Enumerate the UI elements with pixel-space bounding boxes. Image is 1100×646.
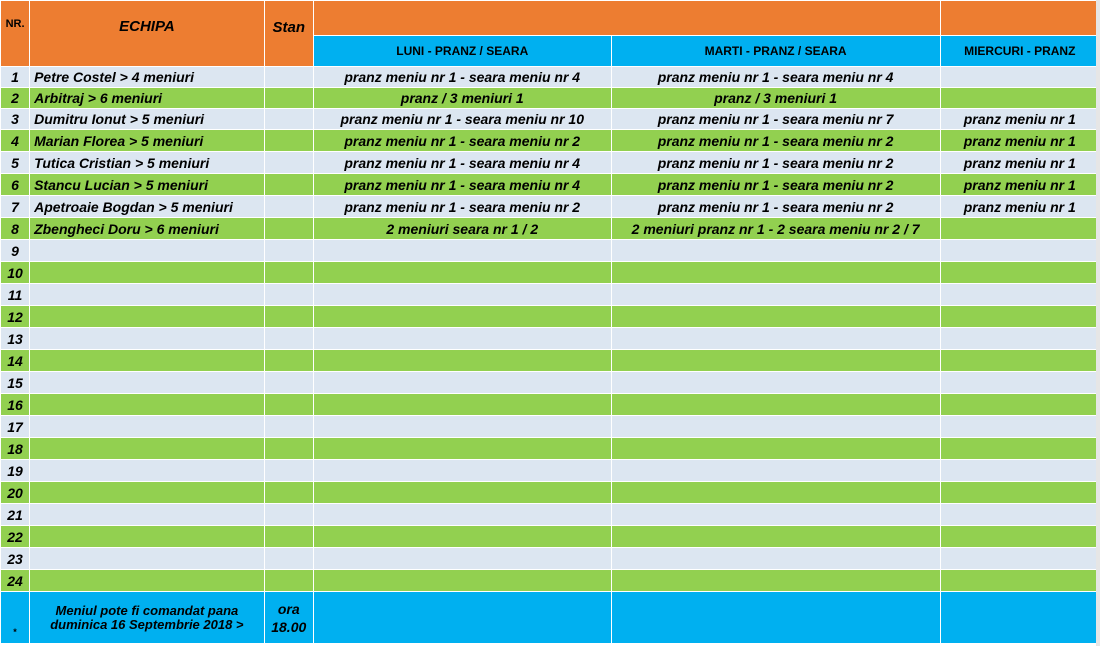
row-number[interactable]: 17 bbox=[1, 416, 30, 438]
table-row bbox=[1, 526, 1100, 548]
stan-cell[interactable] bbox=[264, 372, 313, 394]
luni-cell[interactable]: pranz / 3 meniuri 1 bbox=[313, 88, 611, 109]
table-row bbox=[1, 306, 1100, 328]
row-number[interactable]: 13 bbox=[1, 328, 30, 350]
footer-deadline-note: Meniul pote fi comandat pana duminica 16 Septembrie 2018 > bbox=[30, 592, 265, 644]
miercuri-cell[interactable] bbox=[940, 460, 1099, 482]
luni-cell[interactable]: 2 meniuri seara nr 1 / 2 bbox=[313, 218, 611, 240]
luni-cell[interactable] bbox=[313, 504, 611, 526]
stan-cell[interactable] bbox=[264, 88, 313, 109]
table-row bbox=[1, 548, 1100, 570]
miercuri-cell[interactable] bbox=[940, 306, 1099, 328]
miercuri-cell[interactable] bbox=[940, 416, 1099, 438]
row-number[interactable]: 10 bbox=[1, 262, 30, 284]
stan-cell[interactable] bbox=[264, 306, 313, 328]
team-cell[interactable] bbox=[30, 328, 265, 350]
miercuri-cell[interactable]: pranz meniu nr 1 bbox=[940, 174, 1099, 196]
stan-cell[interactable] bbox=[264, 109, 313, 130]
header-stan: Stan bbox=[264, 1, 313, 67]
miercuri-cell[interactable] bbox=[940, 350, 1099, 372]
footer-time: ora 18.00 bbox=[264, 592, 313, 644]
table-row bbox=[1, 218, 1100, 240]
row-number[interactable]: 7 bbox=[1, 196, 30, 218]
luni-cell[interactable] bbox=[313, 548, 611, 570]
table-row bbox=[1, 109, 1100, 130]
luni-cell[interactable] bbox=[313, 394, 611, 416]
team-cell[interactable] bbox=[30, 350, 265, 372]
table-row bbox=[1, 416, 1100, 438]
marti-cell[interactable]: pranz meniu nr 1 - seara meniu nr 2 bbox=[611, 130, 940, 152]
stan-cell[interactable] bbox=[264, 67, 313, 88]
miercuri-cell[interactable] bbox=[940, 570, 1099, 592]
team-cell[interactable] bbox=[30, 526, 265, 548]
team-cell[interactable] bbox=[30, 262, 265, 284]
miercuri-cell[interactable]: pranz meniu nr 1 bbox=[940, 109, 1099, 130]
stan-cell[interactable] bbox=[264, 196, 313, 218]
marti-cell[interactable] bbox=[611, 350, 940, 372]
row-number[interactable]: 14 bbox=[1, 350, 30, 372]
marti-cell[interactable] bbox=[611, 482, 940, 504]
row-number[interactable]: 22 bbox=[1, 526, 30, 548]
miercuri-cell[interactable] bbox=[940, 218, 1099, 240]
row-number[interactable]: 18 bbox=[1, 438, 30, 460]
team-cell[interactable] bbox=[30, 284, 265, 306]
header-team: ECHIPA bbox=[30, 1, 265, 67]
row-number[interactable]: 23 bbox=[1, 548, 30, 570]
miercuri-cell[interactable] bbox=[940, 88, 1099, 109]
marti-cell[interactable] bbox=[611, 504, 940, 526]
team-cell[interactable]: Dumitru Ionut > 5 meniuri bbox=[30, 109, 265, 130]
row-number[interactable]: 11 bbox=[1, 284, 30, 306]
marti-cell[interactable]: 2 meniuri pranz nr 1 - 2 seara meniu nr 2 / 7 bbox=[611, 218, 940, 240]
team-cell[interactable]: Stancu Lucian > 5 meniuri bbox=[30, 174, 265, 196]
marti-cell[interactable] bbox=[611, 526, 940, 548]
stan-cell[interactable] bbox=[264, 240, 313, 262]
luni-cell[interactable] bbox=[313, 460, 611, 482]
marti-cell[interactable] bbox=[611, 306, 940, 328]
row-number[interactable]: 2 bbox=[1, 88, 30, 109]
table-row bbox=[1, 570, 1100, 592]
team-cell[interactable] bbox=[30, 438, 265, 460]
luni-cell[interactable] bbox=[313, 350, 611, 372]
stan-cell[interactable] bbox=[264, 152, 313, 174]
stan-cell[interactable] bbox=[264, 350, 313, 372]
table-row bbox=[1, 394, 1100, 416]
marti-cell[interactable] bbox=[611, 240, 940, 262]
header-marti: MARTI - PRANZ / SEARA bbox=[611, 36, 940, 67]
miercuri-cell[interactable]: pranz meniu nr 1 bbox=[940, 196, 1099, 218]
row-number[interactable]: 24 bbox=[1, 570, 30, 592]
miercuri-cell[interactable] bbox=[940, 482, 1099, 504]
luni-cell[interactable] bbox=[313, 416, 611, 438]
team-cell[interactable] bbox=[30, 372, 265, 394]
table-row bbox=[1, 174, 1100, 196]
stan-cell[interactable] bbox=[264, 262, 313, 284]
row-number[interactable]: 15 bbox=[1, 372, 30, 394]
team-cell[interactable] bbox=[30, 394, 265, 416]
row-number[interactable]: 6 bbox=[1, 174, 30, 196]
luni-cell[interactable] bbox=[313, 306, 611, 328]
stan-cell[interactable] bbox=[264, 328, 313, 350]
miercuri-cell[interactable] bbox=[940, 504, 1099, 526]
marti-cell[interactable] bbox=[611, 372, 940, 394]
marti-cell[interactable] bbox=[611, 548, 940, 570]
marti-cell[interactable] bbox=[611, 460, 940, 482]
header-banner-blank-2 bbox=[940, 1, 1099, 36]
team-cell[interactable]: Marian Florea > 5 meniuri bbox=[30, 130, 265, 152]
luni-cell[interactable]: pranz meniu nr 1 - seara meniu nr 4 bbox=[313, 174, 611, 196]
team-cell[interactable] bbox=[30, 306, 265, 328]
marti-cell[interactable] bbox=[611, 394, 940, 416]
marti-cell[interactable] bbox=[611, 438, 940, 460]
row-number[interactable]: 3 bbox=[1, 109, 30, 130]
stan-cell[interactable] bbox=[264, 482, 313, 504]
marti-cell[interactable]: pranz meniu nr 1 - seara meniu nr 2 bbox=[611, 152, 940, 174]
table-row bbox=[1, 130, 1100, 152]
row-number[interactable]: 16 bbox=[1, 394, 30, 416]
miercuri-cell[interactable] bbox=[940, 394, 1099, 416]
miercuri-cell[interactable] bbox=[940, 284, 1099, 306]
miercuri-cell[interactable] bbox=[940, 526, 1099, 548]
table-row bbox=[1, 328, 1100, 350]
table-row bbox=[1, 196, 1100, 218]
stan-cell[interactable] bbox=[264, 394, 313, 416]
luni-cell[interactable]: pranz meniu nr 1 - seara meniu nr 2 bbox=[313, 130, 611, 152]
table-body bbox=[1, 67, 1100, 592]
row-number[interactable]: 9 bbox=[1, 240, 30, 262]
stan-cell[interactable] bbox=[264, 548, 313, 570]
table-row bbox=[1, 350, 1100, 372]
table-row bbox=[1, 88, 1100, 109]
marti-cell[interactable] bbox=[611, 262, 940, 284]
miercuri-cell[interactable] bbox=[940, 240, 1099, 262]
luni-cell[interactable] bbox=[313, 240, 611, 262]
miercuri-cell[interactable] bbox=[940, 262, 1099, 284]
luni-cell[interactable] bbox=[313, 284, 611, 306]
luni-cell[interactable] bbox=[313, 570, 611, 592]
header-banner-blank bbox=[313, 1, 940, 36]
marti-cell[interactable] bbox=[611, 570, 940, 592]
marti-cell[interactable]: pranz meniu nr 1 - seara meniu nr 7 bbox=[611, 109, 940, 130]
stan-cell[interactable] bbox=[264, 570, 313, 592]
team-cell[interactable] bbox=[30, 416, 265, 438]
header-luni: LUNI - PRANZ / SEARA bbox=[313, 36, 611, 67]
header-nr: NR. bbox=[1, 1, 30, 67]
stan-cell[interactable] bbox=[264, 174, 313, 196]
row-number[interactable]: 21 bbox=[1, 504, 30, 526]
luni-cell[interactable] bbox=[313, 262, 611, 284]
table-row bbox=[1, 284, 1100, 306]
row-number[interactable]: 19 bbox=[1, 460, 30, 482]
miercuri-cell[interactable] bbox=[940, 328, 1099, 350]
luni-cell[interactable] bbox=[313, 372, 611, 394]
team-cell[interactable] bbox=[30, 570, 265, 592]
table-row bbox=[1, 460, 1100, 482]
row-number[interactable]: 12 bbox=[1, 306, 30, 328]
miercuri-cell[interactable] bbox=[940, 548, 1099, 570]
stan-cell[interactable] bbox=[264, 130, 313, 152]
team-cell[interactable] bbox=[30, 460, 265, 482]
row-number[interactable]: 4 bbox=[1, 130, 30, 152]
row-number[interactable]: 20 bbox=[1, 482, 30, 504]
luni-cell[interactable] bbox=[313, 482, 611, 504]
marti-cell[interactable] bbox=[611, 284, 940, 306]
table-row bbox=[1, 504, 1100, 526]
team-cell[interactable]: Tutica Cristian > 5 meniuri bbox=[30, 152, 265, 174]
stan-cell[interactable] bbox=[264, 438, 313, 460]
row-number[interactable]: 1 bbox=[1, 67, 30, 88]
marti-cell[interactable]: pranz meniu nr 1 - seara meniu nr 4 bbox=[611, 67, 940, 88]
team-cell[interactable] bbox=[30, 504, 265, 526]
luni-cell[interactable] bbox=[313, 526, 611, 548]
luni-cell[interactable]: pranz meniu nr 1 - seara meniu nr 4 bbox=[313, 152, 611, 174]
luni-cell[interactable] bbox=[313, 328, 611, 350]
table-row bbox=[1, 482, 1100, 504]
miercuri-cell[interactable] bbox=[940, 67, 1099, 88]
stan-cell[interactable] bbox=[264, 416, 313, 438]
table-row bbox=[1, 152, 1100, 174]
table-row bbox=[1, 438, 1100, 460]
miercuri-cell[interactable] bbox=[940, 372, 1099, 394]
table-row bbox=[1, 67, 1100, 88]
luni-cell[interactable]: pranz meniu nr 1 - seara meniu nr 2 bbox=[313, 196, 611, 218]
stan-cell[interactable] bbox=[264, 504, 313, 526]
table-row bbox=[1, 372, 1100, 394]
team-cell[interactable]: Zbengheci Doru > 6 meniuri bbox=[30, 218, 265, 240]
stan-cell[interactable] bbox=[264, 526, 313, 548]
team-cell[interactable] bbox=[30, 240, 265, 262]
footer-row bbox=[1, 592, 1100, 644]
marti-cell[interactable]: pranz meniu nr 1 - seara meniu nr 2 bbox=[611, 196, 940, 218]
table-row bbox=[1, 262, 1100, 284]
miercuri-cell[interactable]: pranz meniu nr 1 bbox=[940, 152, 1099, 174]
marti-cell[interactable] bbox=[611, 416, 940, 438]
header-miercuri: MIERCURI - PRANZ bbox=[940, 36, 1099, 67]
row-number[interactable]: 8 bbox=[1, 218, 30, 240]
luni-cell[interactable]: pranz meniu nr 1 - seara meniu nr 10 bbox=[313, 109, 611, 130]
stan-cell[interactable] bbox=[264, 218, 313, 240]
marti-cell[interactable] bbox=[611, 328, 940, 350]
team-cell[interactable] bbox=[30, 548, 265, 570]
stan-cell[interactable] bbox=[264, 284, 313, 306]
team-cell[interactable]: Arbitraj > 6 meniuri bbox=[30, 88, 265, 109]
luni-cell[interactable] bbox=[313, 438, 611, 460]
table-row bbox=[1, 240, 1100, 262]
marti-cell[interactable]: pranz meniu nr 1 - seara meniu nr 2 bbox=[611, 174, 940, 196]
miercuri-cell[interactable] bbox=[940, 438, 1099, 460]
footer-cell-miercuri bbox=[940, 592, 1099, 644]
team-cell[interactable] bbox=[30, 482, 265, 504]
footer-cell-marti bbox=[611, 592, 940, 644]
scrollbar-edge bbox=[1096, 0, 1100, 646]
footer-cell-luni bbox=[313, 592, 611, 644]
team-cell[interactable]: Apetroaie Bogdan > 5 meniuri bbox=[30, 196, 265, 218]
stan-cell[interactable] bbox=[264, 460, 313, 482]
marti-cell[interactable]: pranz / 3 meniuri 1 bbox=[611, 88, 940, 109]
row-number[interactable]: 5 bbox=[1, 152, 30, 174]
team-cell[interactable]: Petre Costel > 4 meniuri bbox=[30, 67, 265, 88]
footer-star: * bbox=[1, 592, 30, 644]
miercuri-cell[interactable]: pranz meniu nr 1 bbox=[940, 130, 1099, 152]
luni-cell[interactable]: pranz meniu nr 1 - seara meniu nr 4 bbox=[313, 67, 611, 88]
